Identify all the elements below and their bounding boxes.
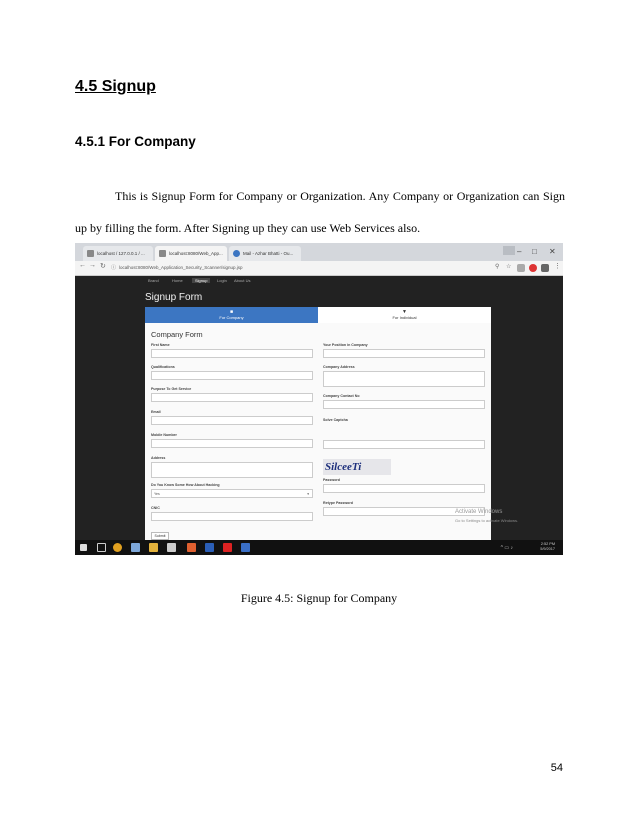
- subsection-heading: 4.5.1 For Company: [75, 134, 196, 149]
- field-label: Company Address: [323, 365, 355, 369]
- contact-no-input[interactable]: [323, 400, 485, 409]
- address-textarea[interactable]: [151, 462, 313, 478]
- nav-login[interactable]: Login: [217, 278, 227, 283]
- web-page: [75, 276, 563, 540]
- browser-tab[interactable]: [229, 246, 301, 261]
- company-form: [145, 323, 491, 540]
- first-name-input[interactable]: [151, 349, 313, 358]
- app-icon[interactable]: [241, 543, 250, 552]
- individual-icon: ▼: [402, 309, 407, 315]
- nav-brand[interactable]: Brand: [148, 278, 159, 283]
- company-address-textarea[interactable]: [323, 371, 485, 387]
- tray-date: 5/9/2017: [540, 547, 555, 551]
- email-input[interactable]: [151, 416, 313, 425]
- star-icon[interactable]: ☆: [506, 264, 512, 270]
- field-label: Purpose To Get Service: [151, 387, 192, 391]
- extension-icon[interactable]: [529, 264, 537, 272]
- position-input[interactable]: [323, 349, 485, 358]
- tray-time: 2:52 PM: [540, 542, 555, 546]
- activation-watermark-sub: Go to Settings to activate Windows.: [455, 518, 519, 523]
- chrome-icon[interactable]: [113, 543, 122, 552]
- pdf-icon[interactable]: [223, 543, 232, 552]
- minimize-icon[interactable]: –: [517, 247, 522, 256]
- start-icon[interactable]: [80, 544, 87, 551]
- url-input[interactable]: localhost:8080/Web_Application_Security_Scanner/signup.jsp: [119, 265, 243, 270]
- form-tabs: [145, 307, 491, 323]
- task-view-icon[interactable]: [97, 543, 106, 552]
- field-label: Qualifications: [151, 365, 175, 369]
- tab-favicon-icon: [233, 250, 240, 257]
- chevron-down-icon: ▾: [307, 492, 309, 496]
- signup-form-title: Signup Form: [145, 292, 203, 303]
- field-label: Email: [151, 410, 161, 414]
- field-label: Mobile Number: [151, 433, 177, 437]
- field-label: First Name: [151, 343, 170, 347]
- browser-tab-bar: [75, 243, 563, 261]
- zoom-icon[interactable]: ⚲: [495, 264, 500, 270]
- qualifications-input[interactable]: [151, 371, 313, 380]
- mobile-number-input[interactable]: [151, 439, 313, 448]
- hacking-select[interactable]: [151, 489, 313, 498]
- tab-favicon-icon: [87, 250, 94, 257]
- signup-screenshot: [75, 243, 563, 555]
- field-label: CNIC: [151, 506, 160, 510]
- nav-signup[interactable]: Signup: [192, 278, 210, 283]
- back-icon[interactable]: ←: [79, 262, 86, 269]
- captcha-image: SilceeTi: [323, 459, 391, 475]
- app-icon[interactable]: [167, 543, 176, 552]
- field-label: Address: [151, 456, 166, 460]
- close-icon[interactable]: ✕: [549, 247, 556, 256]
- tab-label: Mail - Azhar Bhatti - Ou...: [243, 251, 294, 256]
- extension-icon[interactable]: [517, 264, 525, 272]
- address-bar: [75, 261, 563, 276]
- tab-individual-label: For Individual: [392, 315, 417, 320]
- field-label: Do You Know Some How About Hacking: [151, 483, 220, 487]
- page-number: 54: [550, 762, 563, 774]
- tab-for-individual[interactable]: [318, 307, 491, 323]
- maximize-icon[interactable]: □: [532, 247, 537, 256]
- browser-tab-active[interactable]: [155, 246, 227, 261]
- captcha-input[interactable]: [323, 440, 485, 449]
- taskbar: [75, 540, 563, 555]
- body-paragraph: [75, 180, 565, 244]
- field-label: Solve Captcha: [323, 418, 348, 422]
- app-icon[interactable]: [131, 543, 140, 552]
- tab-for-company[interactable]: [145, 307, 318, 323]
- submit-button[interactable]: Submit: [151, 532, 169, 540]
- word-icon[interactable]: [205, 543, 214, 552]
- app-icon[interactable]: [187, 543, 196, 552]
- extension-icon[interactable]: [541, 264, 549, 272]
- browser-tab[interactable]: [83, 246, 153, 261]
- menu-icon[interactable]: ⋮: [554, 263, 561, 270]
- reload-icon[interactable]: ↻: [100, 263, 106, 270]
- field-label: Retype Password: [323, 501, 353, 505]
- folder-icon[interactable]: [149, 543, 158, 552]
- profile-icon[interactable]: [503, 246, 515, 255]
- tab-favicon-icon: [159, 250, 166, 257]
- cnic-input[interactable]: [151, 512, 313, 521]
- tray-icons[interactable]: ^ ▭ ♪: [500, 545, 513, 551]
- tab-company-label: For Company: [219, 315, 244, 320]
- tab-label: localhost:8080/Web_App...: [169, 251, 223, 256]
- forward-icon[interactable]: →: [89, 262, 96, 269]
- tab-label: localhost / 127.0.0.1 / ...: [97, 251, 145, 256]
- section-heading: 4.5 Signup: [75, 78, 156, 95]
- company-form-title: Company Form: [151, 330, 203, 339]
- select-value: Yes: [154, 492, 160, 496]
- field-label: Company Contact No: [323, 394, 360, 398]
- field-label: Password: [323, 478, 340, 482]
- purpose-input[interactable]: [151, 393, 313, 402]
- info-icon: ⓘ: [111, 265, 117, 271]
- top-navbar: [142, 276, 318, 287]
- nav-about[interactable]: About Us: [234, 278, 251, 283]
- figure-caption: Figure 4.5: Signup for Company: [240, 591, 398, 605]
- activation-watermark: Activate Windows: [455, 509, 503, 515]
- tray-clock[interactable]: [540, 542, 555, 552]
- field-label: Your Position in Company: [323, 343, 368, 347]
- password-input[interactable]: [323, 484, 485, 493]
- paragraph-text: This is Signup Form for Company or Organization. Any Company or Organization can Sign up by filling the form. After Signing up they can use Web Services also.: [75, 189, 565, 235]
- company-icon: ■: [229, 309, 234, 315]
- nav-home[interactable]: Home: [172, 278, 183, 283]
